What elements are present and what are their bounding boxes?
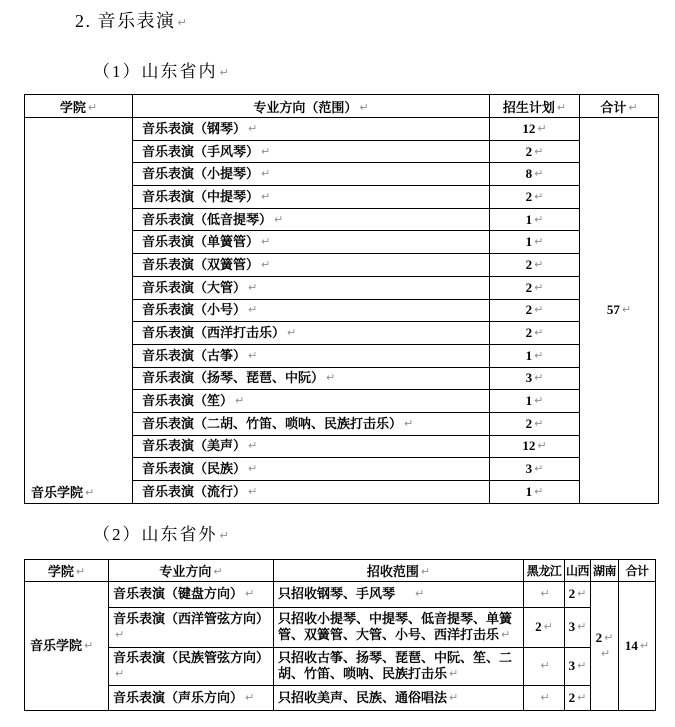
hunan-empty-line: [591, 646, 618, 662]
major-cell: 音乐表演（古筝） ↵: [133, 344, 490, 367]
table-row: [25, 647, 656, 685]
t2-header-total: 合计: [619, 559, 656, 581]
college-label: 音乐学院: [31, 484, 84, 500]
plan-cell: 2 ↵: [490, 276, 580, 299]
college-label: 音乐学院: [30, 637, 83, 653]
paragraph-mark: ↵: [326, 371, 336, 385]
paragraph-mark: ↵: [556, 100, 567, 114]
paragraph-mark: ↵: [115, 628, 125, 642]
paragraph-mark: ↵: [359, 100, 369, 114]
paragraph-mark: ↵: [543, 620, 553, 634]
t1-total-cell: [580, 118, 659, 504]
t2-header-scope: 招收范围 ↵: [274, 559, 524, 581]
document-page: [0, 9, 675, 727]
major-cell: 音乐表演（单簧管） ↵: [133, 231, 490, 254]
paragraph-mark: ↵: [534, 280, 544, 294]
major-cell: 音乐表演（大管） ↵: [133, 276, 490, 299]
heilongjiang-cell: [524, 581, 565, 607]
paragraph-mark: ↵: [75, 564, 86, 578]
paragraph-mark: ↵: [600, 646, 611, 660]
paragraph-mark: ↵: [248, 348, 258, 362]
heilongjiang-cell: 2 ↵: [524, 607, 565, 647]
major-cell: 音乐表演（小提琴） ↵: [133, 163, 490, 186]
paragraph-mark: ↵: [261, 167, 271, 181]
plan-cell: 2 ↵: [490, 412, 580, 435]
t1-college-cell: [25, 118, 133, 504]
paragraph-mark: ↵: [248, 462, 258, 476]
t2-body: [25, 581, 656, 710]
paragraph-mark: ↵: [534, 235, 544, 249]
major-cell: 音乐表演（西洋打击乐） ↵: [133, 322, 490, 345]
paragraph-mark: ↵: [449, 667, 459, 681]
table-row: [25, 685, 656, 710]
paragraph-mark: ↵: [577, 587, 587, 601]
paragraph-mark: ↵: [404, 416, 414, 430]
paragraph-mark: ↵: [534, 394, 544, 408]
major-cell: 音乐表演（声乐方向） ↵: [109, 685, 274, 710]
paragraph-mark: ↵: [248, 280, 258, 294]
section-heading-shandong-out: [93, 523, 675, 548]
table-row: [25, 607, 656, 647]
major-cell: 音乐表演（中提琴） ↵: [133, 186, 490, 209]
paragraph-mark: ↵: [85, 485, 95, 499]
plan-cell: 2 ↵: [490, 254, 580, 277]
heilongjiang-cell: [524, 685, 565, 710]
paragraph-mark: ↵: [219, 528, 231, 542]
plan-cell: 1 ↵: [490, 481, 580, 504]
paragraph-mark: ↵: [245, 587, 255, 601]
paragraph-mark: ↵: [540, 659, 550, 673]
major-cell: 音乐表演（低音提琴） ↵: [133, 208, 490, 231]
section2-text: （2）山东省外: [93, 524, 218, 544]
paragraph-mark: ↵: [537, 121, 547, 135]
table-row: [25, 581, 656, 607]
plan-cell: 12 ↵: [490, 118, 580, 141]
paragraph-mark: ↵: [501, 628, 511, 642]
scope-cell: 只招收古筝、扬琴、琵琶、中阮、笙、二胡、竹笛、唢呐、民族打击乐 ↵: [274, 647, 524, 685]
t2-header-heilongjiang: 黑龙江: [524, 559, 565, 581]
paragraph-mark: ↵: [577, 620, 587, 634]
paragraph-mark: ↵: [534, 348, 544, 362]
paragraph-mark: ↵: [534, 484, 544, 498]
total-value: 14: [624, 637, 638, 653]
t1-header-plan-label: 招生计划: [502, 99, 555, 115]
paragraph-mark: ↵: [534, 326, 544, 340]
table-row: [25, 118, 659, 141]
paragraph-mark: ↵: [248, 303, 258, 317]
shanxi-cell: 3 ↵: [565, 647, 591, 685]
hunan-value-line: 2 ↵: [595, 629, 614, 645]
paragraph-mark: ↵: [621, 303, 632, 317]
plan-cell: 2 ↵: [490, 299, 580, 322]
paragraph-mark: ↵: [534, 144, 544, 158]
scope-cell: 只招收钢琴、手风琴 ↵: [274, 581, 524, 607]
paragraph-mark: ↵: [287, 326, 297, 340]
t1-header-total: [580, 95, 659, 118]
paragraph-mark: ↵: [628, 100, 638, 114]
paragraph-mark: ↵: [261, 144, 271, 158]
paragraph-mark: ↵: [534, 189, 544, 203]
plan-cell: 2 ↵: [490, 186, 580, 209]
paragraph-mark: ↵: [177, 16, 189, 29]
page-title-text: 2. 音乐表演: [75, 11, 176, 31]
table-shandong-in: [24, 94, 659, 504]
major-cell: 音乐表演（民族） ↵: [133, 458, 490, 481]
paragraph-mark: ↵: [274, 212, 284, 226]
major-cell: 音乐表演（钢琴） ↵: [133, 118, 490, 141]
paragraph-mark: ↵: [235, 394, 245, 408]
plan-cell: 1 ↵: [490, 208, 580, 231]
paragraph-mark: ↵: [639, 638, 650, 652]
paragraph-mark: ↵: [248, 439, 258, 453]
paragraph-mark: ↵: [415, 587, 425, 601]
paragraph-mark: ↵: [449, 690, 459, 704]
scope-cell: 只招收美声、民族、通俗唱法 ↵: [274, 685, 524, 710]
major-cell: 音乐表演（双簧管） ↵: [133, 254, 490, 277]
t1-body: [25, 118, 659, 504]
shanxi-cell: 2 ↵: [565, 685, 591, 710]
section1-text: （1）山东省内: [93, 62, 218, 81]
major-cell: 音乐表演（笙） ↵: [133, 390, 490, 413]
paragraph-mark: ↵: [577, 690, 587, 704]
plan-cell: 2 ↵: [490, 322, 580, 345]
paragraph-mark: ↵: [537, 439, 547, 453]
plan-cell: 3 ↵: [490, 367, 580, 390]
major-cell: 音乐表演（美声） ↵: [133, 435, 490, 458]
t2-header-college: 学院 ↵: [25, 559, 109, 581]
paragraph-mark: ↵: [248, 484, 258, 498]
section-heading-shandong-in: [93, 60, 675, 85]
paragraph-mark: ↵: [534, 371, 544, 385]
paragraph-mark: ↵: [248, 121, 258, 135]
paragraph-mark: ↵: [245, 690, 255, 704]
plan-cell: 12 ↵: [490, 435, 580, 458]
t2-total-cell: [619, 581, 656, 710]
major-cell: 音乐表演（西洋管弦方向）↵: [109, 607, 274, 647]
major-cell: 音乐表演（流行） ↵: [133, 481, 490, 504]
t1-header-major-label: 专业方向（范围）: [253, 99, 358, 115]
plan-cell: 8 ↵: [490, 163, 580, 186]
plan-cell: 2 ↵: [490, 140, 580, 163]
paragraph-mark: ↵: [534, 303, 544, 317]
paragraph-mark: ↵: [534, 212, 544, 226]
plan-cell: 3 ↵: [490, 458, 580, 481]
paragraph-mark: ↵: [540, 587, 550, 601]
t2-college-cell: [25, 581, 109, 710]
major-cell: 音乐表演（小号） ↵: [133, 299, 490, 322]
paragraph-mark: ↵: [219, 66, 231, 79]
shanxi-cell: 2 ↵: [565, 581, 591, 607]
paragraph-mark: ↵: [87, 100, 98, 114]
t2-header-shanxi: 山西: [565, 559, 591, 581]
major-cell: 音乐表演（键盘方向） ↵: [109, 581, 274, 607]
paragraph-mark: ↵: [420, 564, 431, 578]
shanxi-cell: 3 ↵: [565, 607, 591, 647]
paragraph-mark: ↵: [534, 416, 544, 430]
plan-cell: 1 ↵: [490, 344, 580, 367]
heilongjiang-cell: [524, 647, 565, 685]
plan-cell: 1 ↵: [490, 390, 580, 413]
major-cell: 音乐表演（二胡、竹笛、唢呐、民族打击乐） ↵: [133, 412, 490, 435]
t2-header-row: [25, 559, 656, 581]
major-cell: 音乐表演（手风琴） ↵: [133, 140, 490, 163]
paragraph-mark: ↵: [261, 257, 271, 271]
page-title: [75, 9, 675, 35]
paragraph-mark: ↵: [534, 257, 544, 271]
paragraph-mark: ↵: [213, 564, 223, 578]
t1-header-plan: [490, 95, 580, 118]
t2-hunan-cell: [591, 581, 619, 710]
paragraph-mark: ↵: [534, 167, 544, 181]
t1-header-college: [25, 95, 133, 118]
paragraph-mark: ↵: [534, 462, 544, 476]
t2-header-hunan: 湖南: [591, 559, 619, 581]
major-cell: 音乐表演（扬琴、琵琶、中阮） ↵: [133, 367, 490, 390]
paragraph-mark: ↵: [115, 667, 125, 681]
table-shandong-out: [24, 559, 656, 711]
scope-cell: 只招收小提琴、中提琴、低音提琴、单簧管、双簧管、大管、小号、西洋打击乐 ↵: [274, 607, 524, 647]
t1-header-total-label: 合计: [600, 99, 627, 115]
t1-header-college-label: 学院: [59, 99, 86, 115]
t1-header-major: [133, 95, 490, 118]
paragraph-mark: ↵: [84, 638, 94, 652]
paragraph-mark: ↵: [261, 189, 271, 203]
paragraph-mark: ↵: [261, 235, 271, 249]
total-value: 57: [606, 302, 620, 318]
plan-cell: 1 ↵: [490, 231, 580, 254]
t2-header-major: 专业方向 ↵: [109, 559, 274, 581]
major-cell: 音乐表演（民族管弦方向）↵: [109, 647, 274, 685]
paragraph-mark: ↵: [540, 690, 550, 704]
paragraph-mark: ↵: [604, 630, 614, 644]
paragraph-mark: ↵: [577, 659, 587, 673]
t1-header-row: [25, 95, 659, 118]
